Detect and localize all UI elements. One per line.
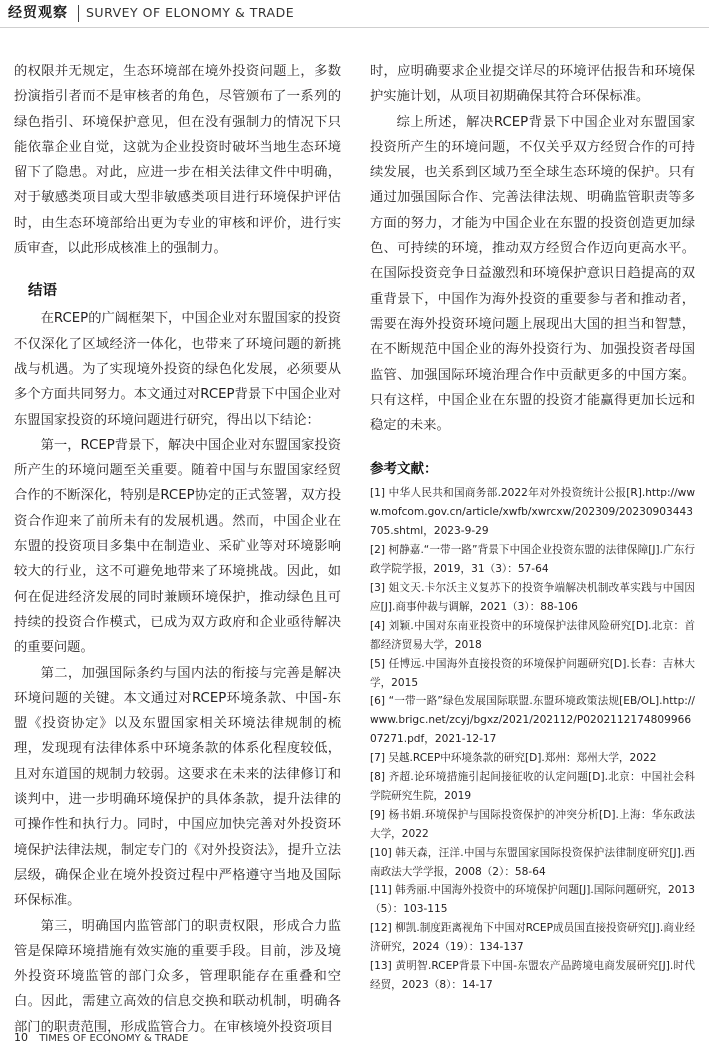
paragraph: 在RCEP的广阔框架下，中国企业对东盟国家的投资不仅深化了区域经济一体化，也带来了环境问题的新挑战与机遇。为了实现境外投资的绿色化发展，必须要从多个方面共同努力。本文通过对RCEP背景下中国企业对东盟国家投资的环境问题进行研究，得出以下结论： — [14, 311, 341, 428]
reference-item: [3] 姐文天.卡尔沃主义复苏下的投资争端解决机制改革实践与中国因应[J].商事仲裁与调解，2021（3）：88-106 — [370, 581, 695, 613]
reference-item: [1] 中华人民共和国商务部.2022年对外投资统计公报[R].http://www.mofcom.gov.cn/article/xwfb/xwrcxw/202309/20230903443705.shtml，2023-9-29 — [370, 487, 695, 538]
reference-item: [10] 韩天森，汪洋.中国与东盟国家国际投资保护法律制度研究[J].西南政法大学学报，2008（2）：58-64 — [370, 846, 695, 878]
journal-name: TIMES OF ECONOMY & TRADE — [39, 1033, 189, 1044]
paragraph: 时，应明确要求企业提交详尽的环境评估报告和环境保护实施计划，从项目初期确保其符合环保标准。 — [370, 64, 695, 105]
reference-item: [4] 刘颖.中国对东南亚投资中的环境保护法律风险研究[D].北京：首都经济贸易大学，2018 — [370, 619, 695, 651]
right-column — [370, 59, 695, 995]
page-footer — [14, 1031, 188, 1045]
reference-item: [9] 杨书娟.环境保护与国际投资保护的冲突分析[D].上海：华东政法大学，2022 — [370, 808, 695, 840]
references-list — [370, 484, 695, 994]
section-heading: 结语 — [28, 283, 57, 300]
reference-item: [13] 黄明智.RCEP背景下中国-东盟农产品跨境电商发展研究[J].时代经贸，2023（8）：14-17 — [370, 960, 695, 992]
paragraph: 第一，RCEP背景下，解决中国企业对东盟国家投资所产生的环境问题至关重要。随着中国与东盟国家经贸合作的不断深化，特别是RCEP协定的正式签署，双方投资合作迎来了前所未有的发展机遇。然而，中国企业在东盟的投资项目多集中在制造业、采矿业等对环境影响较大的行业，这不可避免地带来了环境挑战。因此，如何在促进经济发展的同时兼顾环境保护，推动绿色且可持续的投资合作模式，已成为双方政府和企业亟待解决的重要问题。 — [14, 437, 341, 656]
column-tag: 经贸观察 — [0, 0, 78, 26]
references-heading: 参考文献： — [370, 461, 438, 478]
paragraph: 综上所述，解决RCEP背景下中国企业对东盟国家投资所产生的环境问题，不仅关乎双方经贸合作的可持续发展，也关系到区域乃至全球生态环境的保护。只有通过加强国际合作、完善法律法规、明确监管职责等多方面的努力，才能为中国企业在东盟的投资创造更加绿色、可持续的环境，推动双方经贸合作迈向更高水平。在国际投资竞争日益激烈和环境保护意识日趋提高的双重背景下，中国作为海外投资的重要参与者和推动者，需要在海外投资环境问题上展现出大国的担当和智慧，在不断规范中国企业的海外投资行为、加强投资者母国监管、加强国际环境治理合作中贡献更多的中国方案。只有这样，中国企业在东盟的投资才能赢得更加长远和稳定的未来。 — [370, 114, 695, 434]
page-number: 10 — [14, 1031, 28, 1044]
paragraph: 第三，明确国内监管部门的职责权限，形成合力监管是保障环境措施有效实施的重要手段。目前，涉及境外投资环境监管的部门众多，管理职能存在重叠和空白。因此，需建立高效的信息交换和联动机制，明确各部门的职责范围，形成监管合力。在审核境外投资项目 — [14, 918, 341, 1035]
reference-item: [6] “一带一路”绿色发展国际联盟.东盟环境政策法规[EB/OL].http://www.brigc.net/zcyj/bgxz/2021/202112/P020211217480996607271.pdf，2021-12-17 — [370, 695, 695, 746]
paragraph: 的权限并无规定，生态环境部在境外投资问题上，多数扮演指引者而不是审核者的角色，尽管颁布了一系列的绿色指引、环境保护意见，但在没有强制力的情况下只能依靠企业自觉，这就为企业投资时破坏当地生态环境留下了隐患。对此，应进一步在相关法律文件中明确，对于敏感类项目或大型非敏感类项目进行环境保护评估时，由生态环境部给出更为专业的审核和评价，进行实质审查，以此形成核准上的强制力。 — [14, 64, 341, 257]
header-divider — [78, 5, 79, 22]
reference-item: [12] 柳凯.制度距离视角下中国对RCEP成员国直接投资研究[J].商业经济研究，2024（19）：134-137 — [370, 922, 695, 954]
reference-item: [2] 柯静嘉.“一带一路”背景下中国企业投资东盟的法律保障[J].广东行政学院学报，2019，31（3）：57-64 — [370, 544, 695, 576]
header-rule — [0, 27, 709, 28]
reference-item: [5] 任博远.中国海外直接投资的环境保护问题研究[D].长春：吉林大学，2015 — [370, 657, 695, 689]
reference-item: [11] 韩秀丽.中国海外投资中的环境保护问题[J].国际问题研究，2013（5）：103-115 — [370, 884, 695, 916]
left-column — [14, 59, 341, 1040]
paragraph: 第二，加强国际条约与国内法的衔接与完善是解决环境问题的关键。本文通过对RCEP环境条款、中国-东盟《投资协定》以及东盟国家相关环境法律规制的梳理，发现现有法律体系中环境条款的体系化程度较低，且对东道国的规制力较弱。这要求在未来的法律修订和谈判中，进一步明确环境保护的具体条款，提升法律的可操作性和执行力。同时，中国应加快完善对外投资环境保护法律法规，制定专门的《对外投资法》，提升立法层级，确保企业在境外投资过程中严格遵守当地及国际环保标准。 — [14, 665, 341, 909]
column-title-en: SURVEY OF ELONOMY & TRADE — [86, 5, 295, 20]
reference-item: [8] 齐超.论环境措施引起间接征收的认定问题[D].北京：中国社会科学院研究生院，2019 — [370, 771, 695, 802]
page-header — [0, 0, 709, 28]
reference-item: [7] 吴越.RCEP中环境条款的研究[D].郑州：郑州大学，2022 — [370, 752, 657, 765]
